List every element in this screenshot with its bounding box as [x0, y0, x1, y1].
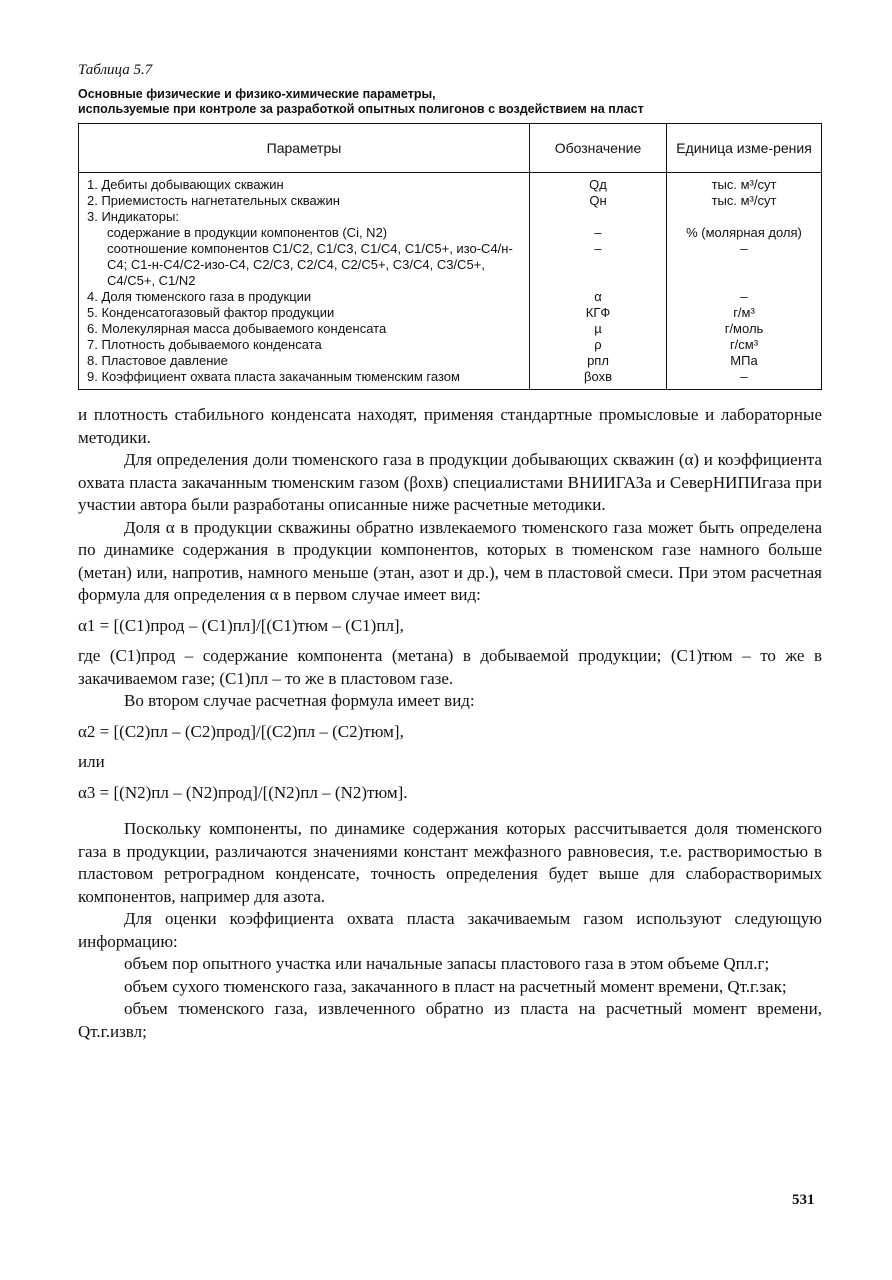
page-number: 531 [792, 1192, 815, 1208]
unit-cell: г/моль [667, 321, 822, 337]
param-cell: 7. Плотность добываемого конденсата [79, 337, 530, 353]
symbol-cell: µ [530, 321, 667, 337]
header-symbol: Обозначение [530, 124, 667, 173]
table-row [79, 305, 822, 321]
param-cell: 3. Индикаторы: [79, 209, 530, 225]
word-or: или [78, 752, 105, 771]
table-row [79, 369, 822, 390]
symbol-cell: – [530, 225, 667, 241]
symbol-cell: βохв [530, 369, 667, 390]
header-unit: Единица изме-рения [667, 124, 822, 173]
symbol-cell: pпл [530, 353, 667, 369]
table-row [79, 337, 822, 353]
table-row [79, 225, 822, 241]
body-text [78, 404, 822, 1043]
unit-cell: – [667, 289, 822, 305]
param-cell: 5. Конденсатогазовый фактор продукции [79, 305, 530, 321]
table-row [79, 241, 822, 289]
unit-cell: г/см³ [667, 337, 822, 353]
param-cell: 9. Коэффициент охвата пласта закачанным тюменским газом [79, 369, 530, 390]
paragraph: объем пор опытного участка или начальные запасы пластового газа в этом объеме Qпл.г; [124, 954, 770, 973]
param-cell: 2. Приемистость нагнетательных скважин [79, 193, 530, 209]
symbol-cell: – [530, 241, 667, 289]
table-row [79, 289, 822, 305]
unit-cell: – [667, 369, 822, 390]
table-row [79, 321, 822, 337]
unit-cell: тыс. м³/сут [667, 193, 822, 209]
table-title [78, 87, 822, 117]
paragraph: объем сухого тюменского газа, закачанного в пласт на расчетный момент времени, Qт.г.зак; [124, 976, 787, 996]
symbol-cell: Qн [530, 193, 667, 209]
param-cell: 4. Доля тюменского газа в продукции [79, 289, 530, 305]
symbol-cell: ρ [530, 337, 667, 353]
formula-alpha1: α1 = [(C1)прод – (C1)пл]/[(C1)тюм – (C1)пл], [78, 615, 404, 635]
formula-alpha2: α2 = [(C2)пл – (C2)прод]/[(C2)пл – (C2)тюм], [78, 721, 404, 741]
unit-cell [667, 209, 822, 225]
paragraph: и плотность стабильного конденсата находят, применяя стандартные промысловые и лабораторные методики. [78, 405, 822, 447]
unit-cell: МПа [667, 353, 822, 369]
parameters-table [78, 123, 822, 390]
paragraph: Поскольку компоненты, по динамике содержания которых рассчитывается доля тюменского газа в продукции, различаются значениями констант межфазного равновесия, т.е. растворимостью в пластовом ретроградном конденсате, точность определения будет выше для слаборастворимых компонентов, например для азота. [78, 819, 822, 906]
table-title-line2: используемые при контроле за разработкой опытных полигонов с воздействием на пласт [78, 102, 644, 116]
symbol-cell: Qд [530, 173, 667, 194]
paragraph: Во втором случае расчетная формула имеет вид: [124, 691, 475, 710]
paragraph: Для определения доли тюменского газа в продукции добывающих скважин (α) и коэффициента охвата пласта закачанным тюменским газом (βохв) специалистами ВНИИГАЗа и СеверНИПИгаза при участии автора были разработаны описанные ниже расчетные методики. [78, 450, 822, 514]
unit-cell: % (молярная доля) [667, 225, 822, 241]
param-cell: содержание в продукции компонентов (Ci, N2) [79, 225, 530, 241]
param-cell: соотношение компонентов C1/C2, C1/C3, C1/C4, C1/C5+, изо-C4/н-C4; C1-н-C4/C2-изо-C4, C2/C3, C2/C4, C2/C5+, C3/C4, C3/C5+, C4/C5+, C1/N2 [79, 241, 530, 289]
param-cell: 1. Дебиты добывающих скважин [79, 173, 530, 194]
page [78, 62, 822, 1043]
paragraph: где (C1)прод – содержание компонента (метана) в добываемой продукции; (C1)тюм – то же в закачиваемом газе; (C1)пл – то же в пластовом газе. [78, 646, 822, 688]
table-title-line1: Основные физические и физико-химические параметры, [78, 87, 436, 101]
table-caption: Таблица 5.7 [78, 62, 153, 78]
table-row [79, 209, 822, 225]
param-cell: 8. Пластовое давление [79, 353, 530, 369]
symbol-cell: α [530, 289, 667, 305]
symbol-cell [530, 209, 667, 225]
table-row [79, 193, 822, 209]
paragraph: Доля α в продукции скважины обратно извлекаемого тюменского газа может быть определена по динамике содержания в продукции компонентов, которых в тюменском газе намного больше (метан) или, напротив, намного меньше (этан, азот и др.), чем в пластовой смеси. При этом расчетная формула для определения α в первом случае имеет вид: [78, 517, 822, 604]
unit-cell: – [667, 241, 822, 289]
paragraph: объем тюменского газа, извлеченного обратно из пласта на расчетный момент времени, Qт.г.извл; [78, 999, 822, 1041]
unit-cell: г/м³ [667, 305, 822, 321]
unit-cell: тыс. м³/сут [667, 173, 822, 194]
formula-alpha3: α3 = [(N2)пл – (N2)прод]/[(N2)пл – (N2)тюм]. [78, 782, 408, 802]
header-params: Параметры [79, 124, 530, 173]
symbol-cell: КГФ [530, 305, 667, 321]
table-row [79, 353, 822, 369]
param-cell: 6. Молекулярная масса добываемого конденсата [79, 321, 530, 337]
paragraph: Для оценки коэффициента охвата пласта закачиваемым газом используют следующую информацию: [78, 909, 822, 951]
table-row [79, 173, 822, 194]
